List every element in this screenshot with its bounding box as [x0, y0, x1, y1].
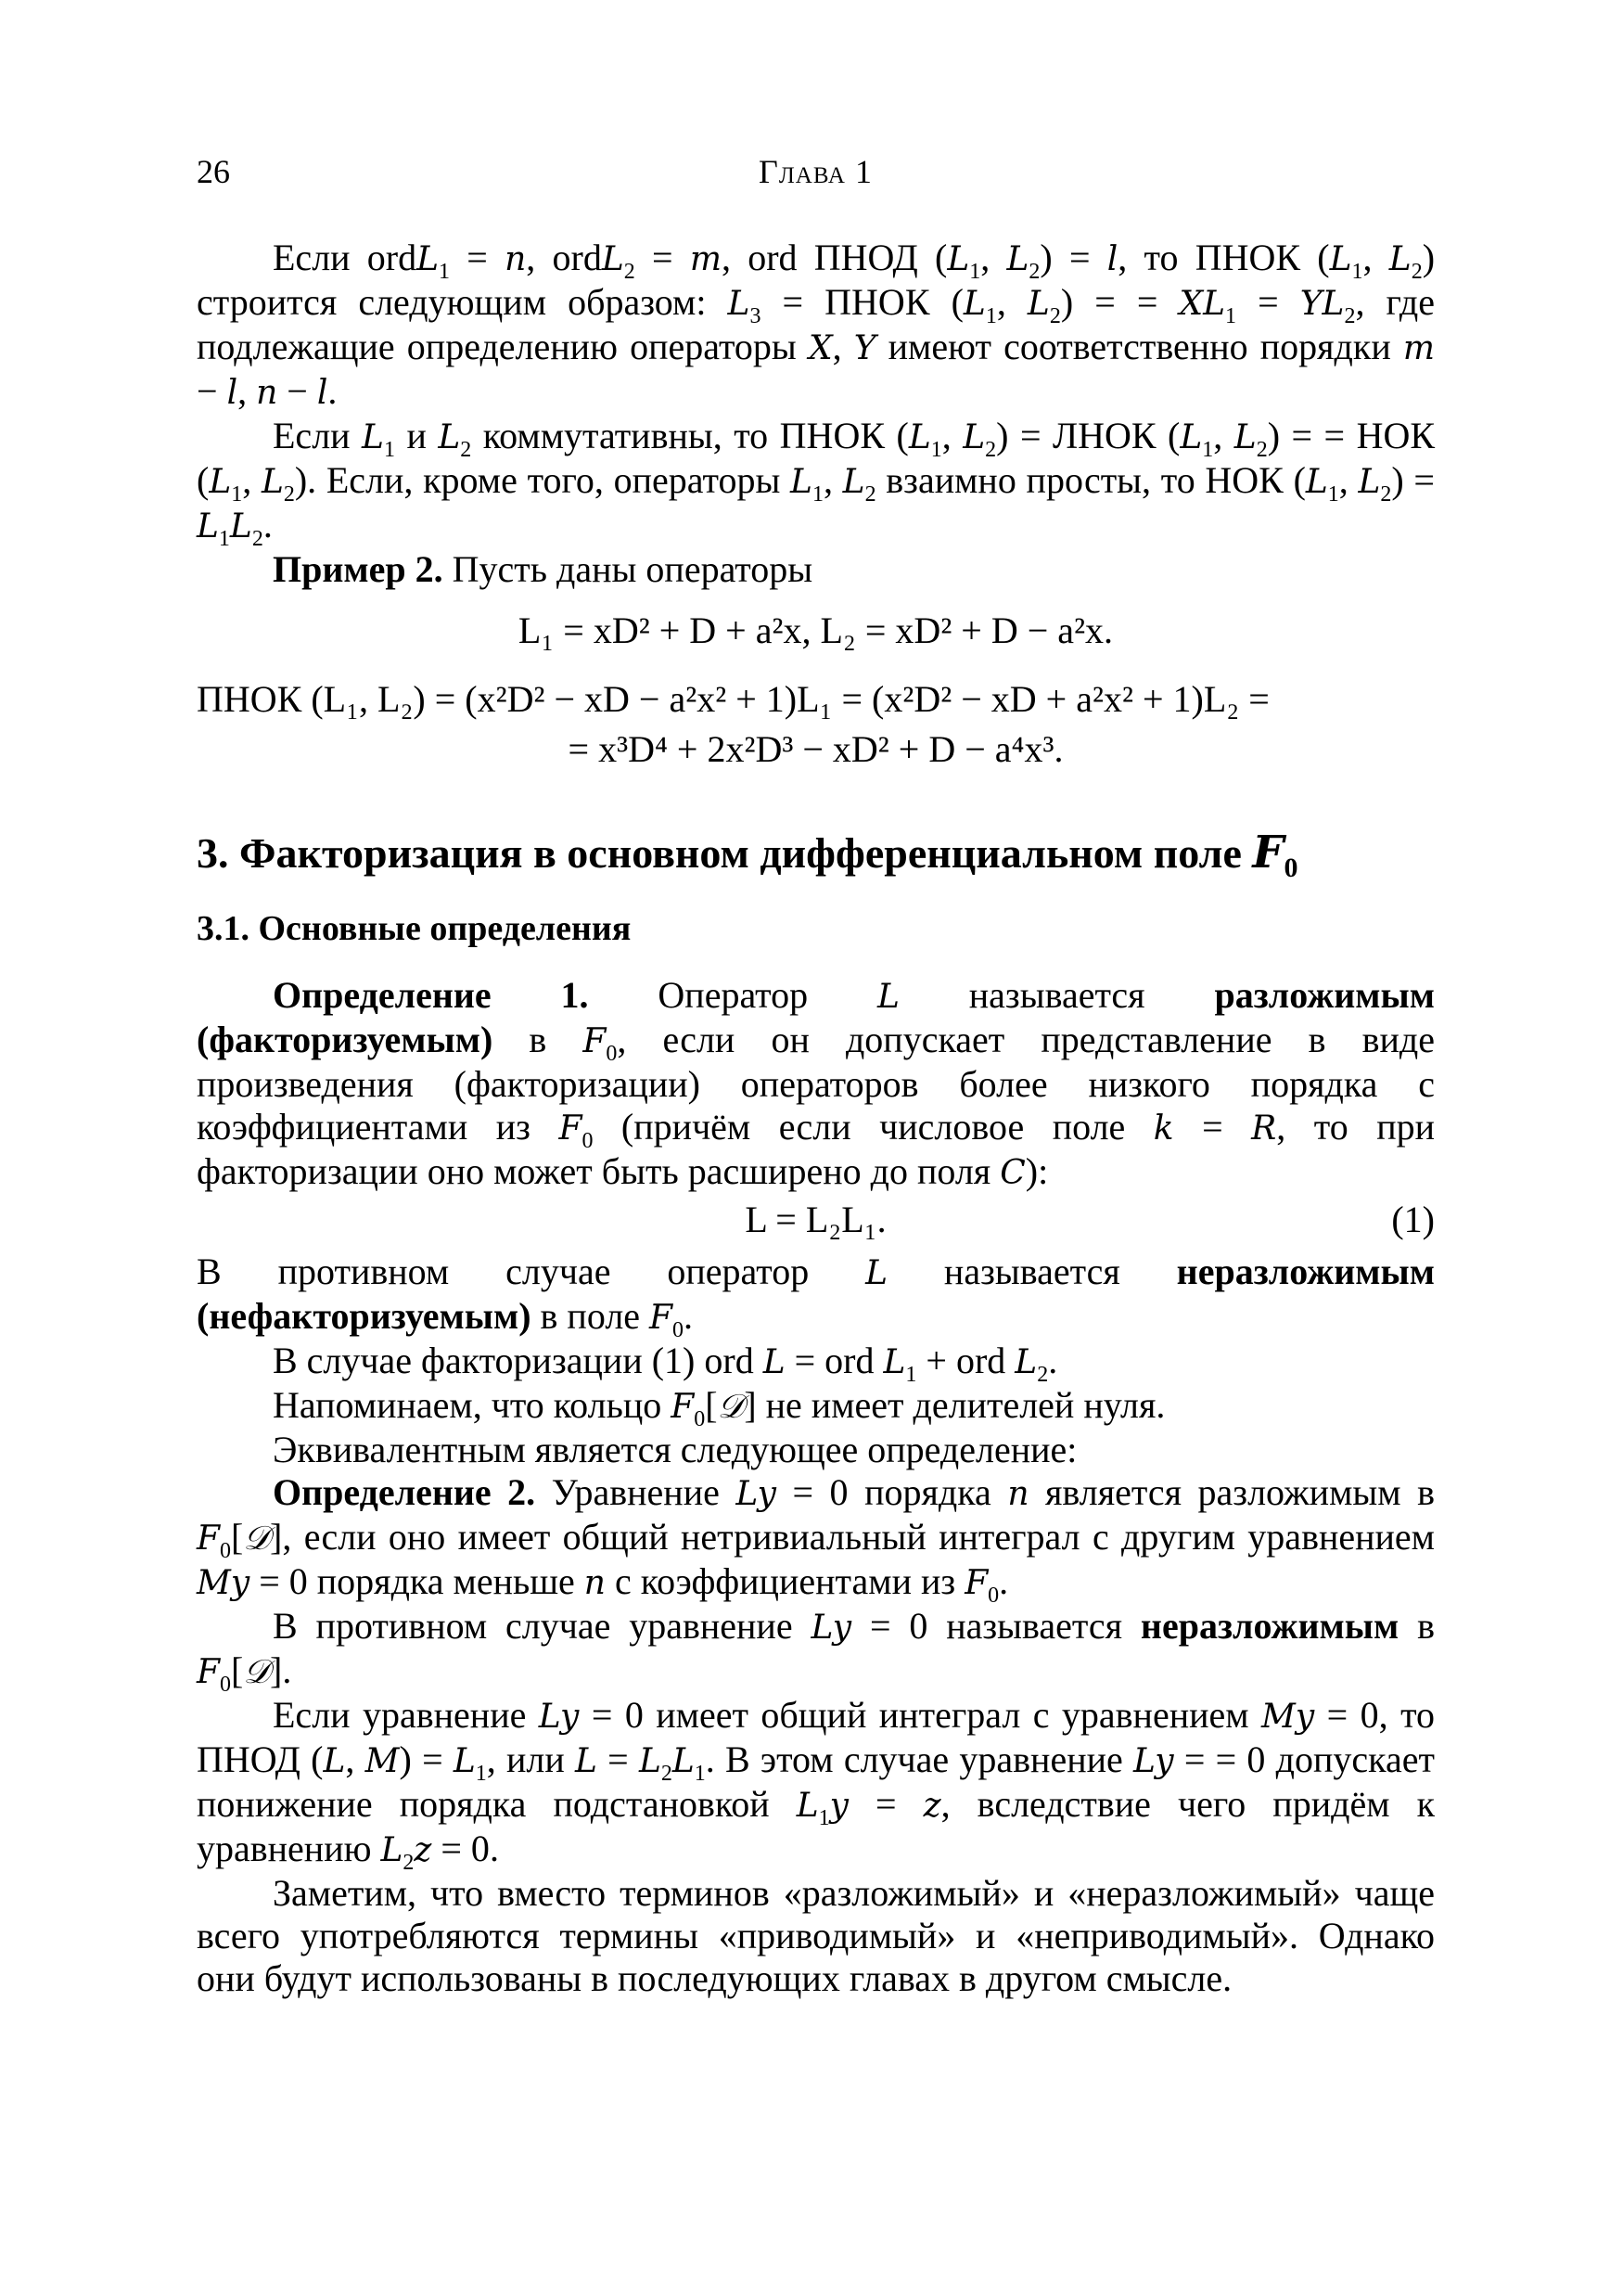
paragraph-common-integral: Если уравнение Ly = 0 имеет общий интеграл с уравнением My = 0, то ПНОД (L, $M) = L_1$, или $L = L_2L_1$. В этом случае уравнение Ly = = 0 допускает понижение порядка подстановкой $L_1y = z$, вследствие чего придём к уравнению $L_2z = 0$. — [197, 1694, 1436, 1875]
definition-2: Определение 2. Уравнение Ly = 0 порядка n является разложимым в $F_0[𝒟]$, если оно имеет общий нетривиальный интеграл с другим уравнением My = 0 порядка меньше n с коэффициентами из $F_0$. — [197, 1471, 1435, 1608]
page-content — [197, 237, 1435, 2000]
definition-1: Определение 1. Оператор L называется разложимым (факторизуемым) в $F_0$, если он допускает представление в виде произведения (факторизации) операторов более низкого порядка с коэффициентами из $F_0$ (причём если числовое поле k = R, то при факторизации оно может быть расширено до поля C): — [197, 974, 1436, 1192]
page-number: 26 — [197, 153, 230, 190]
section-title: 3. Факторизация в основном дифференциальном поле $F_0$ — [197, 827, 1298, 884]
paragraph-ring: Напоминаем, что кольцо $F_0[𝒟]$ не имеет делителей нуля. — [273, 1384, 1166, 1431]
paragraph-terminology: Заметим, что вместо терминов «разложимый» и «неразложимый» чаще всего употребляются термины «приводимый» и «неприводимый». Однако они будут использованы в последующих главах в другом смысле. — [197, 1872, 1435, 1999]
example-2: Пример 2. Пусть даны операторы — [273, 548, 813, 590]
subsection-title: 3.1. Основные определения — [197, 909, 632, 948]
paragraph-equation-indecomposable: В противном случае уравнение Ly = 0 называется неразложимым в $F_0[𝒟]$. — [197, 1605, 1435, 1697]
formula-operators: L₁ = xD² + D + a²x, L₂ = xD² + D − a²x. — [518, 609, 1114, 651]
page-header — [197, 150, 1435, 197]
equation-1-formula: L = L₂L₁. — [745, 1199, 887, 1240]
paragraph-commutative: Если $L_1$ и $L_2$ коммутативны, то ПНОК ($L_1$, $L_2$) = ЛНОК ($L_1$, $L_2$) = = НОК ($L_1$, $L_2$). Если, кроме того, операторы $L_1$, $L_2$ взаимно просты, то НОК ($L_1$, $L_2) = L_1L_2$. — [197, 415, 1436, 551]
formula-pnok-line2: = x³D⁴ + 2x²D³ − xD² + D − a⁴x³. — [568, 728, 1064, 770]
formula-pnok-line1: ПНОК (L₁, L₂) = (x²D² − xD − a²x² + 1)L₁ = (x²D² − xD + a²x² + 1)L₂ = — [197, 678, 1270, 720]
paragraph-indecomposable: В противном случае оператор L называется неразложимым (нефакторизуемым) в поле $F_0$. — [197, 1251, 1436, 1342]
paragraph-equivalent: Эквивалентным является следующее определение: — [273, 1429, 1078, 1470]
equation-1 — [197, 1199, 1435, 1241]
paragraph-pnok-construction: Если ordL$_1$ = n, ordL$_2$ = m, ord ПНОД ($L_1$, $L_2) = l$, то ПНОК ($L_1$, $L_2$) строится следующим образом: $L_3$ = ПНОК ($L_1$, $L_2$) = = $XL_1 = YL_2$, где подлежащие определению операторы X, Y имеют соответственно порядки m − l, n − l. — [197, 237, 1436, 412]
paragraph-order-sum: В случае факторизации (1) ord L = ord $L_1$ + ord $L_2$. — [273, 1340, 1058, 1387]
equation-number: (1) — [1391, 1199, 1435, 1240]
chapter-title: Глава 1 — [759, 153, 873, 190]
formula-pnok — [197, 678, 1435, 771]
